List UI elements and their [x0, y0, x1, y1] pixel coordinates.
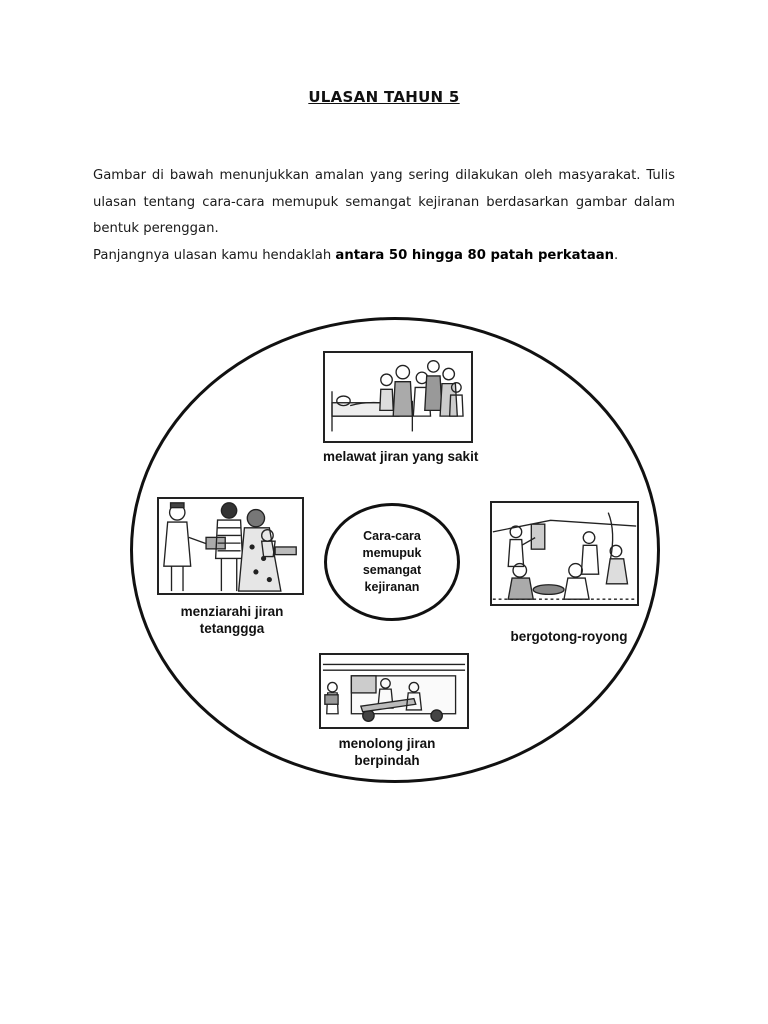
worksheet-title: ULASAN TAHUN 5 — [308, 88, 460, 106]
length-prefix: Panjangnya ulasan kamu hendaklah — [93, 247, 336, 263]
label-right: bergotong-royong — [510, 629, 628, 644]
hospital-visit-illustration — [323, 351, 473, 443]
gotong-royong-illustration — [490, 501, 639, 606]
moving-truck-illustration — [319, 653, 469, 729]
instruction-length — [93, 243, 675, 270]
instruction-paragraph: Gambar di bawah menunjukkan amalan yang sering dilakukan oleh masyarakat. Tulis ulasan tentang cara-cara memupuk semangat kejiranan berdasarkan gambar dalam bentuk perenggan. — [93, 168, 675, 236]
center-circle — [324, 503, 460, 621]
instructions — [93, 163, 675, 269]
center-label: Cara-cara memupuk semangat kejiranan — [362, 529, 422, 594]
label-top: melawat jiran yang sakit — [323, 449, 479, 464]
label-left: menziarahi jiran tetanggga — [180, 604, 284, 636]
length-suffix: . — [614, 247, 619, 263]
neighbour-visit-illustration — [157, 497, 304, 595]
length-bold: antara 50 hingga 80 patah perkataan — [335, 247, 615, 263]
label-bottom: menolong jiran berpindah — [338, 736, 436, 768]
